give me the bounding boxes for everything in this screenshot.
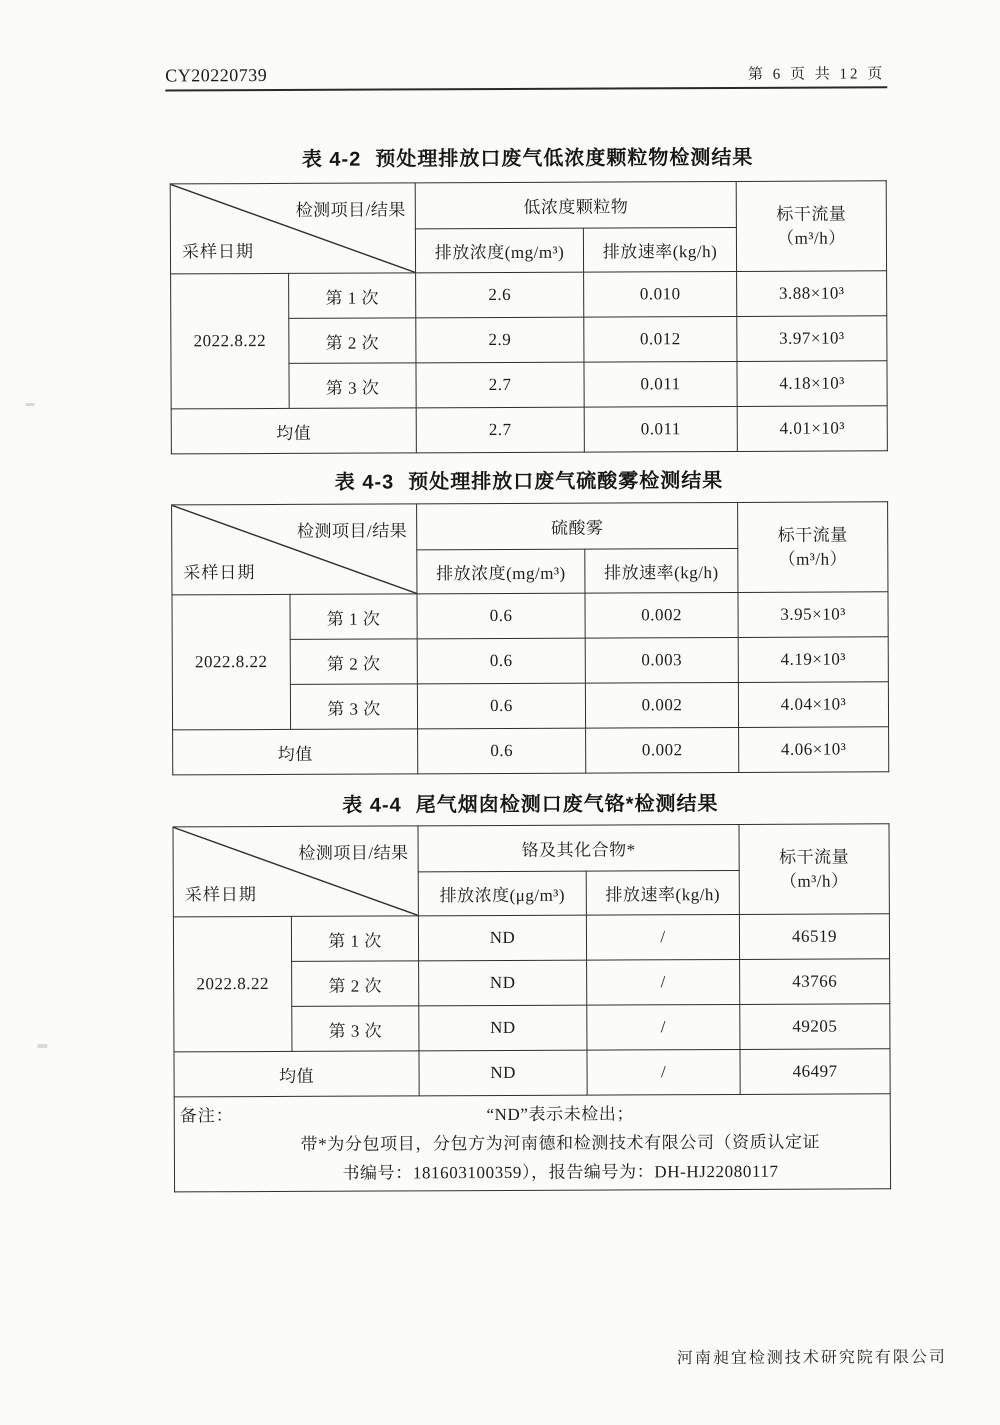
flow-header-cell [738,502,888,593]
average-flow: 4.06×10³ [739,727,889,773]
corner-label-date: 采样日期 [183,563,256,583]
notes-line-2: 带*为分包项目，分包方为河南德和检测技术有限公司（资质认定证 [300,1132,821,1154]
concentration-header: 排放浓度(μg/m³) [418,871,586,916]
table-row [173,914,889,962]
average-label-cell: 均值 [173,729,418,775]
rate-value: 0.010 [584,271,737,317]
rate-value: 0.012 [584,316,737,362]
table-row [172,592,888,640]
flow-header-line2: （m³/h） [778,548,848,569]
concentration-header: 排放浓度(mg/m³) [417,549,585,594]
flow-value: 4.04×10³ [738,682,888,728]
flow-header-line2: （m³/h） [779,870,849,891]
scan-artifact [26,403,35,406]
rate-value: / [587,1004,740,1050]
flow-value: 3.97×10³ [737,316,887,362]
concentration-value: ND [418,915,586,961]
corner-header-cell [170,183,415,274]
run-label-cell: 第 1 次 [290,594,417,640]
table-4-2-number: 表 4-2 [301,148,362,171]
rate-value: / [587,959,740,1005]
corner-label-items: 检测项目/结果 [296,521,408,541]
concentration-value: 0.6 [417,593,585,639]
corner-label-date: 采样日期 [184,885,257,905]
notes-body [235,1098,886,1188]
concentration-value: ND [419,1005,587,1051]
notes-line-1: “ND”表示未检出； [486,1103,635,1124]
notes-line-3: 书编号：181603100359），报告编号为：DH-HJ22080117 [342,1161,779,1183]
table-4-2 [170,180,888,454]
average-rate: 0.011 [584,406,737,452]
run-label-cell: 第 3 次 [289,363,416,409]
rate-value: 0.002 [585,592,738,638]
table-4-4-number: 表 4-4 [342,794,402,817]
rate-value: 0.003 [585,637,738,683]
concentration-value: ND [419,960,587,1006]
pollutant-group-header: 低浓度颗粒物 [415,181,736,228]
sample-date-cell: 2022.8.22 [173,916,292,1052]
rate-header: 排放速率(kg/h) [586,870,739,915]
corner-label-items: 检测项目/结果 [295,200,406,220]
average-flow: 4.01×10³ [737,406,887,452]
average-rate: 0.002 [586,727,739,773]
corner-header-cell [172,504,417,595]
flow-value: 3.88×10³ [737,271,887,317]
table-row [171,271,887,319]
notes-cell [174,1094,890,1192]
run-label-cell: 第 2 次 [290,639,417,685]
flow-value: 4.18×10³ [737,361,887,407]
sample-date-cell: 2022.8.22 [171,273,290,409]
concentration-value: 0.6 [417,683,585,729]
average-label-cell: 均值 [174,1051,419,1097]
corner-label-date: 采样日期 [181,242,255,262]
flow-header-line1: 标干流量 [777,524,848,545]
flow-value: 3.95×10³ [738,592,888,638]
flow-value: 49205 [740,1004,890,1050]
table-4-4 [172,823,891,1192]
concentration-value: 2.9 [416,317,584,363]
flow-value: 46519 [739,914,889,960]
pollutant-group-header: 铬及其化合物* [418,824,739,871]
page-header [165,62,887,91]
concentration-value: 2.7 [416,362,584,408]
table-4-3-caption: 预处理排放口废气硫酸雾检测结果 [408,470,724,494]
rate-value: 0.002 [585,682,738,728]
table-4-3-title [171,465,887,498]
table-4-4-caption: 尾气烟囱检测口废气铬*检测结果 [415,793,719,817]
run-label-cell: 第 2 次 [289,318,416,364]
table-4-2-title [170,142,886,175]
report-content [169,96,890,1192]
run-label-cell: 第 3 次 [290,684,417,730]
corner-header-cell [173,826,418,917]
average-rate: / [587,1049,740,1095]
flow-header-line1: 标干流量 [779,846,850,867]
rate-value: 0.011 [584,361,737,407]
corner-label-items: 检测项目/结果 [298,843,409,863]
pollutant-group-header: 硫酸雾 [417,502,738,549]
run-label-cell: 第 3 次 [292,1006,419,1052]
table-4-3 [171,501,889,775]
average-row [173,727,889,775]
table-4-2-caption: 预处理排放口废气低浓度颗粒物检测结果 [375,146,754,171]
average-row [174,1049,890,1097]
flow-value: 43766 [740,959,890,1005]
scan-artifact [37,1044,47,1048]
average-row [171,406,887,454]
average-label-cell: 均值 [171,408,416,454]
flow-header-line1: 标干流量 [776,203,847,224]
run-label-cell: 第 1 次 [289,273,416,319]
run-label-cell: 第 1 次 [291,916,418,962]
flow-value: 4.19×10³ [738,637,888,683]
run-label-cell: 第 2 次 [292,961,419,1007]
flow-header-line2: （m³/h） [777,227,846,248]
page-number-indicator: 第 6 页 共 12 页 [747,66,886,83]
notes [179,1098,886,1188]
report-number: CY20220739 [165,65,268,86]
rate-header: 排放速率(kg/h) [583,227,736,272]
notes-label: 备注： [179,1105,234,1125]
sample-date-cell: 2022.8.22 [172,594,291,730]
average-concentration: 0.6 [418,728,586,774]
average-flow: 46497 [740,1049,890,1095]
concentration-value: 0.6 [417,638,585,684]
footer-company-name: 河南昶宜检测技术研究院有限公司 [676,1349,947,1368]
average-concentration: ND [419,1050,587,1096]
concentration-value: 2.6 [416,272,584,318]
table-4-4-title [172,788,888,821]
flow-header-cell [739,824,889,915]
table-4-3-number: 表 4-3 [334,471,395,494]
average-concentration: 2.7 [416,407,584,453]
rate-value: / [586,914,739,960]
flow-header-cell [736,181,886,272]
concentration-header: 排放浓度(mg/m³) [415,228,583,273]
rate-header: 排放速率(kg/h) [585,548,738,593]
